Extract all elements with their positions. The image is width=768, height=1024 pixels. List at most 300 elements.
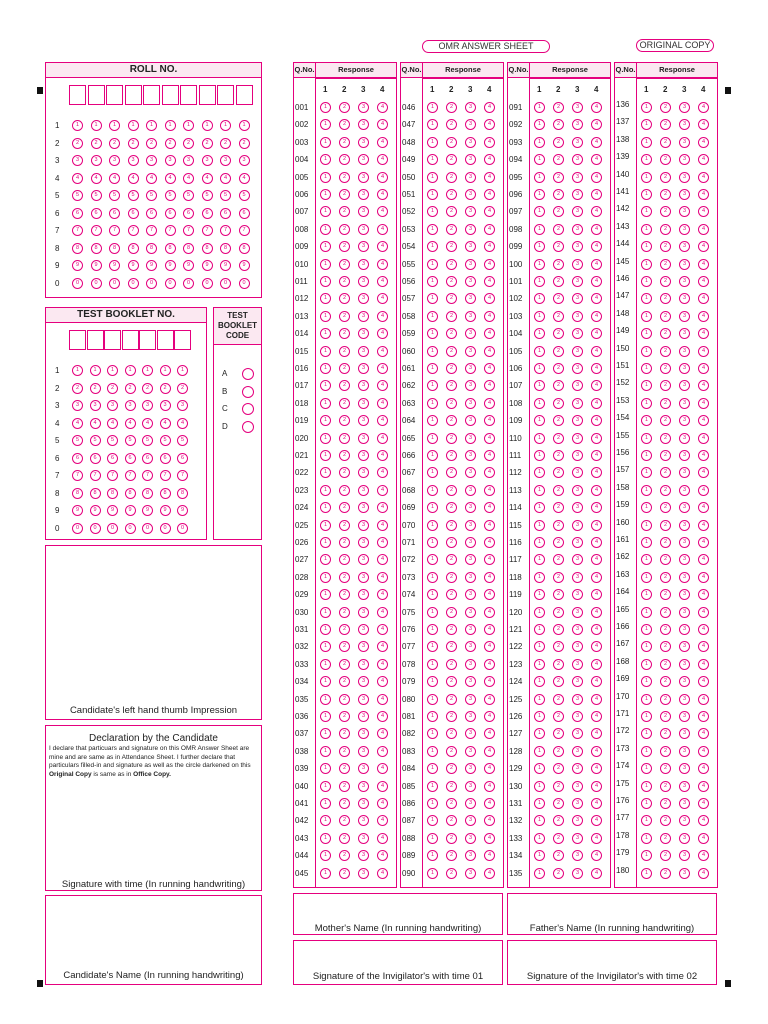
digit-bubble[interactable]: 8: [220, 243, 231, 254]
answer-bubble[interactable]: 4: [591, 763, 602, 774]
answer-bubble[interactable]: 2: [339, 711, 350, 722]
answer-bubble[interactable]: 1: [427, 694, 438, 705]
digit-bubble[interactable]: 4: [72, 418, 83, 429]
answer-bubble[interactable]: 1: [320, 833, 331, 844]
answer-bubble[interactable]: 3: [679, 833, 690, 844]
answer-bubble[interactable]: 2: [553, 485, 564, 496]
answer-bubble[interactable]: 1: [641, 659, 652, 670]
answer-bubble[interactable]: 3: [679, 850, 690, 861]
answer-bubble[interactable]: 2: [446, 676, 457, 687]
answer-bubble[interactable]: 3: [572, 798, 583, 809]
answer-bubble[interactable]: 2: [446, 659, 457, 670]
answer-bubble[interactable]: 2: [339, 746, 350, 757]
answer-bubble[interactable]: 2: [446, 189, 457, 200]
answer-bubble[interactable]: 4: [698, 450, 709, 461]
answer-bubble[interactable]: 4: [377, 589, 388, 600]
answer-bubble[interactable]: 3: [572, 694, 583, 705]
answer-bubble[interactable]: 1: [320, 241, 331, 252]
answer-bubble[interactable]: 2: [660, 554, 671, 565]
answer-bubble[interactable]: 3: [358, 659, 369, 670]
answer-bubble[interactable]: 2: [553, 154, 564, 165]
answer-bubble[interactable]: 3: [465, 624, 476, 635]
answer-bubble[interactable]: 3: [679, 589, 690, 600]
answer-bubble[interactable]: 4: [591, 833, 602, 844]
answer-bubble[interactable]: 3: [679, 659, 690, 670]
answer-bubble[interactable]: 3: [358, 363, 369, 374]
answer-bubble[interactable]: 3: [679, 102, 690, 113]
answer-bubble[interactable]: 2: [660, 189, 671, 200]
answer-bubble[interactable]: 2: [446, 398, 457, 409]
answer-bubble[interactable]: 2: [553, 328, 564, 339]
answer-bubble[interactable]: 4: [698, 815, 709, 826]
answer-bubble[interactable]: 3: [679, 189, 690, 200]
answer-bubble[interactable]: 1: [320, 537, 331, 548]
answer-bubble[interactable]: 2: [553, 728, 564, 739]
digit-bubble[interactable]: 6: [202, 208, 213, 219]
digit-bubble[interactable]: 2: [177, 383, 188, 394]
digit-bubble[interactable]: 7: [109, 225, 120, 236]
answer-bubble[interactable]: 3: [358, 798, 369, 809]
answer-bubble[interactable]: 3: [358, 537, 369, 548]
answer-bubble[interactable]: 3: [465, 363, 476, 374]
answer-bubble[interactable]: 1: [534, 589, 545, 600]
answer-bubble[interactable]: 1: [427, 641, 438, 652]
digit-bubble[interactable]: 0: [146, 278, 157, 289]
answer-bubble[interactable]: 4: [698, 554, 709, 565]
answer-bubble[interactable]: 2: [446, 467, 457, 478]
digit-bubble[interactable]: 4: [128, 173, 139, 184]
answer-bubble[interactable]: 2: [553, 172, 564, 183]
answer-bubble[interactable]: 4: [377, 554, 388, 565]
answer-bubble[interactable]: 1: [320, 467, 331, 478]
digit-bubble[interactable]: 8: [107, 488, 118, 499]
answer-bubble[interactable]: 4: [591, 293, 602, 304]
answer-bubble[interactable]: 1: [427, 259, 438, 270]
answer-bubble[interactable]: 3: [465, 172, 476, 183]
answer-bubble[interactable]: 3: [465, 450, 476, 461]
answer-bubble[interactable]: 3: [358, 485, 369, 496]
answer-bubble[interactable]: 2: [446, 833, 457, 844]
answer-bubble[interactable]: 4: [484, 641, 495, 652]
answer-bubble[interactable]: 1: [534, 572, 545, 583]
answer-bubble[interactable]: 2: [446, 554, 457, 565]
answer-bubble[interactable]: 4: [698, 119, 709, 130]
answer-bubble[interactable]: 3: [465, 798, 476, 809]
answer-bubble[interactable]: 1: [427, 659, 438, 670]
digit-entry-box[interactable]: [180, 85, 197, 105]
digit-bubble[interactable]: 2: [160, 383, 171, 394]
digit-bubble[interactable]: 5: [165, 190, 176, 201]
answer-bubble[interactable]: 4: [698, 346, 709, 357]
answer-bubble[interactable]: 3: [358, 607, 369, 618]
answer-bubble[interactable]: 1: [320, 206, 331, 217]
answer-bubble[interactable]: 4: [591, 433, 602, 444]
answer-bubble[interactable]: 2: [553, 833, 564, 844]
answer-bubble[interactable]: 4: [484, 798, 495, 809]
answer-bubble[interactable]: 4: [484, 763, 495, 774]
digit-bubble[interactable]: 6: [160, 453, 171, 464]
digit-bubble[interactable]: 6: [177, 453, 188, 464]
answer-bubble[interactable]: 4: [377, 224, 388, 235]
digit-bubble[interactable]: 0: [109, 278, 120, 289]
answer-bubble[interactable]: 4: [377, 607, 388, 618]
answer-bubble[interactable]: 3: [679, 728, 690, 739]
answer-bubble[interactable]: 1: [427, 537, 438, 548]
answer-bubble[interactable]: 2: [660, 102, 671, 113]
answer-bubble[interactable]: 3: [465, 380, 476, 391]
answer-bubble[interactable]: 1: [427, 676, 438, 687]
answer-bubble[interactable]: 4: [484, 102, 495, 113]
answer-bubble[interactable]: 3: [358, 276, 369, 287]
digit-bubble[interactable]: 0: [202, 278, 213, 289]
answer-bubble[interactable]: 4: [377, 694, 388, 705]
answer-bubble[interactable]: 2: [446, 363, 457, 374]
digit-bubble[interactable]: 0: [72, 523, 83, 534]
answer-bubble[interactable]: 4: [377, 676, 388, 687]
answer-bubble[interactable]: 1: [641, 398, 652, 409]
answer-bubble[interactable]: 2: [660, 276, 671, 287]
digit-bubble[interactable]: 3: [142, 400, 153, 411]
digit-bubble[interactable]: 0: [239, 278, 250, 289]
answer-bubble[interactable]: 4: [591, 328, 602, 339]
answer-bubble[interactable]: 1: [534, 241, 545, 252]
answer-bubble[interactable]: 3: [572, 815, 583, 826]
answer-bubble[interactable]: 3: [465, 485, 476, 496]
answer-bubble[interactable]: 3: [679, 415, 690, 426]
answer-bubble[interactable]: 2: [446, 520, 457, 531]
answer-bubble[interactable]: 2: [339, 554, 350, 565]
digit-bubble[interactable]: 5: [72, 435, 83, 446]
answer-bubble[interactable]: 2: [553, 450, 564, 461]
answer-bubble[interactable]: 2: [446, 415, 457, 426]
answer-bubble[interactable]: 1: [427, 746, 438, 757]
digit-bubble[interactable]: 4: [165, 173, 176, 184]
answer-bubble[interactable]: 1: [427, 572, 438, 583]
answer-bubble[interactable]: 4: [698, 676, 709, 687]
digit-bubble[interactable]: 8: [90, 488, 101, 499]
answer-bubble[interactable]: 3: [358, 676, 369, 687]
digit-entry-box[interactable]: [157, 330, 174, 350]
answer-bubble[interactable]: 2: [339, 346, 350, 357]
answer-bubble[interactable]: 3: [358, 293, 369, 304]
answer-bubble[interactable]: 1: [641, 728, 652, 739]
answer-bubble[interactable]: 4: [698, 868, 709, 879]
answer-bubble[interactable]: 4: [698, 502, 709, 513]
digit-bubble[interactable]: 9: [220, 260, 231, 271]
answer-bubble[interactable]: 2: [660, 833, 671, 844]
answer-bubble[interactable]: 4: [484, 433, 495, 444]
answer-bubble[interactable]: 4: [591, 554, 602, 565]
answer-bubble[interactable]: 3: [358, 781, 369, 792]
digit-bubble[interactable]: 7: [202, 225, 213, 236]
answer-bubble[interactable]: 4: [484, 607, 495, 618]
digit-bubble[interactable]: 1: [91, 120, 102, 131]
answer-bubble[interactable]: 1: [641, 833, 652, 844]
answer-bubble[interactable]: 1: [641, 868, 652, 879]
answer-bubble[interactable]: 4: [484, 398, 495, 409]
answer-bubble[interactable]: 3: [679, 624, 690, 635]
answer-bubble[interactable]: 3: [572, 328, 583, 339]
answer-bubble[interactable]: 3: [358, 102, 369, 113]
answer-bubble[interactable]: 4: [591, 781, 602, 792]
answer-bubble[interactable]: 4: [377, 728, 388, 739]
answer-bubble[interactable]: 4: [377, 537, 388, 548]
answer-bubble[interactable]: 1: [534, 676, 545, 687]
answer-bubble[interactable]: 4: [698, 572, 709, 583]
answer-bubble[interactable]: 3: [358, 259, 369, 270]
answer-bubble[interactable]: 1: [427, 467, 438, 478]
answer-bubble[interactable]: 4: [698, 746, 709, 757]
answer-bubble[interactable]: 4: [698, 833, 709, 844]
answer-bubble[interactable]: 2: [553, 763, 564, 774]
answer-bubble[interactable]: 4: [698, 711, 709, 722]
answer-bubble[interactable]: 4: [377, 833, 388, 844]
answer-bubble[interactable]: 3: [679, 433, 690, 444]
answer-bubble[interactable]: 1: [427, 485, 438, 496]
answer-bubble[interactable]: 1: [534, 276, 545, 287]
digit-bubble[interactable]: 4: [109, 173, 120, 184]
answer-bubble[interactable]: 1: [534, 659, 545, 670]
answer-bubble[interactable]: 4: [698, 589, 709, 600]
answer-bubble[interactable]: 2: [553, 641, 564, 652]
digit-bubble[interactable]: 2: [239, 138, 250, 149]
answer-bubble[interactable]: 1: [534, 137, 545, 148]
answer-bubble[interactable]: 2: [339, 502, 350, 513]
answer-bubble[interactable]: 2: [660, 172, 671, 183]
answer-bubble[interactable]: 1: [641, 259, 652, 270]
answer-bubble[interactable]: 3: [465, 746, 476, 757]
answer-bubble[interactable]: 2: [660, 537, 671, 548]
answer-bubble[interactable]: 4: [591, 363, 602, 374]
answer-bubble[interactable]: 2: [553, 224, 564, 235]
answer-bubble[interactable]: 3: [679, 607, 690, 618]
answer-bubble[interactable]: 2: [446, 224, 457, 235]
answer-bubble[interactable]: 4: [698, 241, 709, 252]
answer-bubble[interactable]: 3: [358, 380, 369, 391]
answer-bubble[interactable]: 1: [427, 241, 438, 252]
answer-bubble[interactable]: 2: [660, 346, 671, 357]
answer-bubble[interactable]: 2: [660, 293, 671, 304]
digit-bubble[interactable]: 8: [128, 243, 139, 254]
digit-bubble[interactable]: 3: [239, 155, 250, 166]
answer-bubble[interactable]: 2: [446, 450, 457, 461]
answer-bubble[interactable]: 1: [641, 276, 652, 287]
answer-bubble[interactable]: 1: [320, 154, 331, 165]
answer-bubble[interactable]: 1: [641, 311, 652, 322]
digit-bubble[interactable]: 7: [160, 470, 171, 481]
answer-bubble[interactable]: 2: [339, 798, 350, 809]
answer-bubble[interactable]: 2: [553, 694, 564, 705]
answer-bubble[interactable]: 3: [572, 137, 583, 148]
answer-bubble[interactable]: 1: [534, 346, 545, 357]
answer-bubble[interactable]: 2: [339, 241, 350, 252]
answer-bubble[interactable]: 4: [591, 641, 602, 652]
answer-bubble[interactable]: 4: [591, 172, 602, 183]
answer-bubble[interactable]: 3: [679, 815, 690, 826]
digit-bubble[interactable]: 6: [220, 208, 231, 219]
answer-bubble[interactable]: 2: [660, 624, 671, 635]
digit-bubble[interactable]: 2: [202, 138, 213, 149]
answer-bubble[interactable]: 1: [320, 624, 331, 635]
answer-bubble[interactable]: 3: [572, 589, 583, 600]
digit-bubble[interactable]: 9: [72, 260, 83, 271]
answer-bubble[interactable]: 1: [320, 607, 331, 618]
answer-bubble[interactable]: 1: [320, 641, 331, 652]
answer-bubble[interactable]: 4: [377, 172, 388, 183]
answer-bubble[interactable]: 4: [484, 728, 495, 739]
answer-bubble[interactable]: 1: [320, 746, 331, 757]
answer-bubble[interactable]: 3: [465, 554, 476, 565]
answer-bubble[interactable]: 4: [484, 781, 495, 792]
digit-bubble[interactable]: 6: [72, 453, 83, 464]
answer-bubble[interactable]: 3: [358, 763, 369, 774]
answer-bubble[interactable]: 1: [320, 815, 331, 826]
answer-bubble[interactable]: 4: [377, 868, 388, 879]
answer-bubble[interactable]: 1: [427, 224, 438, 235]
digit-bubble[interactable]: 0: [91, 278, 102, 289]
digit-bubble[interactable]: 3: [128, 155, 139, 166]
answer-bubble[interactable]: 2: [660, 467, 671, 478]
answer-bubble[interactable]: 1: [320, 520, 331, 531]
answer-bubble[interactable]: 4: [484, 328, 495, 339]
digit-bubble[interactable]: 0: [142, 523, 153, 534]
answer-bubble[interactable]: 4: [591, 520, 602, 531]
answer-bubble[interactable]: 1: [534, 172, 545, 183]
answer-bubble[interactable]: 2: [446, 328, 457, 339]
answer-bubble[interactable]: 2: [553, 676, 564, 687]
answer-bubble[interactable]: 3: [465, 537, 476, 548]
answer-bubble[interactable]: 4: [698, 467, 709, 478]
answer-bubble[interactable]: 2: [660, 485, 671, 496]
answer-bubble[interactable]: 4: [377, 311, 388, 322]
booklet-code-bubble[interactable]: [242, 368, 254, 380]
answer-bubble[interactable]: 4: [377, 467, 388, 478]
digit-bubble[interactable]: 6: [128, 208, 139, 219]
answer-bubble[interactable]: 2: [339, 206, 350, 217]
answer-bubble[interactable]: 2: [339, 433, 350, 444]
answer-bubble[interactable]: 4: [591, 346, 602, 357]
answer-bubble[interactable]: 3: [679, 746, 690, 757]
answer-bubble[interactable]: 1: [320, 711, 331, 722]
answer-bubble[interactable]: 2: [446, 868, 457, 879]
answer-bubble[interactable]: 3: [465, 641, 476, 652]
digit-entry-box[interactable]: [122, 330, 139, 350]
answer-bubble[interactable]: 4: [377, 746, 388, 757]
answer-bubble[interactable]: 4: [377, 363, 388, 374]
answer-bubble[interactable]: 4: [591, 102, 602, 113]
answer-bubble[interactable]: 3: [679, 711, 690, 722]
digit-bubble[interactable]: 9: [177, 505, 188, 516]
digit-bubble[interactable]: 5: [128, 190, 139, 201]
digit-bubble[interactable]: 9: [91, 260, 102, 271]
digit-bubble[interactable]: 3: [177, 400, 188, 411]
answer-bubble[interactable]: 1: [534, 119, 545, 130]
digit-bubble[interactable]: 2: [91, 138, 102, 149]
digit-entry-box[interactable]: [88, 85, 105, 105]
answer-bubble[interactable]: 2: [553, 380, 564, 391]
digit-bubble[interactable]: 9: [183, 260, 194, 271]
digit-bubble[interactable]: 2: [125, 383, 136, 394]
answer-bubble[interactable]: 3: [572, 868, 583, 879]
answer-bubble[interactable]: 3: [465, 259, 476, 270]
digit-bubble[interactable]: 3: [125, 400, 136, 411]
answer-bubble[interactable]: 3: [572, 833, 583, 844]
answer-bubble[interactable]: 3: [358, 520, 369, 531]
answer-bubble[interactable]: 2: [553, 815, 564, 826]
answer-bubble[interactable]: 4: [591, 119, 602, 130]
answer-bubble[interactable]: 1: [641, 119, 652, 130]
answer-bubble[interactable]: 1: [320, 572, 331, 583]
answer-bubble[interactable]: 4: [591, 467, 602, 478]
answer-bubble[interactable]: 4: [484, 241, 495, 252]
answer-bubble[interactable]: 3: [572, 607, 583, 618]
digit-bubble[interactable]: 6: [109, 208, 120, 219]
answer-bubble[interactable]: 1: [534, 798, 545, 809]
digit-bubble[interactable]: 9: [202, 260, 213, 271]
answer-bubble[interactable]: 3: [572, 189, 583, 200]
answer-bubble[interactable]: 1: [534, 467, 545, 478]
answer-bubble[interactable]: 1: [427, 781, 438, 792]
booklet-code-bubble[interactable]: [242, 403, 254, 415]
answer-bubble[interactable]: 1: [641, 537, 652, 548]
answer-bubble[interactable]: 3: [358, 467, 369, 478]
answer-bubble[interactable]: 3: [679, 572, 690, 583]
answer-bubble[interactable]: 2: [446, 694, 457, 705]
answer-bubble[interactable]: 3: [358, 711, 369, 722]
answer-bubble[interactable]: 3: [465, 415, 476, 426]
answer-bubble[interactable]: 3: [679, 363, 690, 374]
answer-bubble[interactable]: 2: [660, 502, 671, 513]
answer-bubble[interactable]: 2: [660, 398, 671, 409]
answer-bubble[interactable]: 1: [320, 694, 331, 705]
digit-bubble[interactable]: 2: [107, 383, 118, 394]
answer-bubble[interactable]: 4: [377, 415, 388, 426]
answer-bubble[interactable]: 4: [484, 311, 495, 322]
answer-bubble[interactable]: 2: [553, 102, 564, 113]
answer-bubble[interactable]: 2: [660, 589, 671, 600]
answer-bubble[interactable]: 3: [679, 641, 690, 652]
answer-bubble[interactable]: 1: [427, 328, 438, 339]
answer-bubble[interactable]: 3: [465, 728, 476, 739]
answer-bubble[interactable]: 3: [572, 850, 583, 861]
answer-bubble[interactable]: 1: [534, 206, 545, 217]
answer-bubble[interactable]: 4: [484, 520, 495, 531]
answer-bubble[interactable]: 1: [534, 763, 545, 774]
digit-bubble[interactable]: 1: [109, 120, 120, 131]
digit-bubble[interactable]: 3: [72, 155, 83, 166]
answer-bubble[interactable]: 2: [446, 102, 457, 113]
answer-bubble[interactable]: 1: [320, 189, 331, 200]
answer-bubble[interactable]: 2: [553, 607, 564, 618]
answer-bubble[interactable]: 1: [320, 398, 331, 409]
answer-bubble[interactable]: 3: [572, 485, 583, 496]
answer-bubble[interactable]: 2: [553, 537, 564, 548]
answer-bubble[interactable]: 2: [553, 781, 564, 792]
answer-bubble[interactable]: 1: [641, 694, 652, 705]
digit-bubble[interactable]: 8: [177, 488, 188, 499]
answer-bubble[interactable]: 2: [446, 537, 457, 548]
answer-bubble[interactable]: 4: [377, 189, 388, 200]
answer-bubble[interactable]: 3: [679, 502, 690, 513]
digit-bubble[interactable]: 5: [72, 190, 83, 201]
answer-bubble[interactable]: 1: [427, 276, 438, 287]
answer-bubble[interactable]: 1: [534, 363, 545, 374]
answer-bubble[interactable]: 3: [572, 624, 583, 635]
answer-bubble[interactable]: 3: [572, 259, 583, 270]
answer-bubble[interactable]: 4: [591, 746, 602, 757]
answer-bubble[interactable]: 1: [320, 554, 331, 565]
answer-bubble[interactable]: 1: [427, 589, 438, 600]
